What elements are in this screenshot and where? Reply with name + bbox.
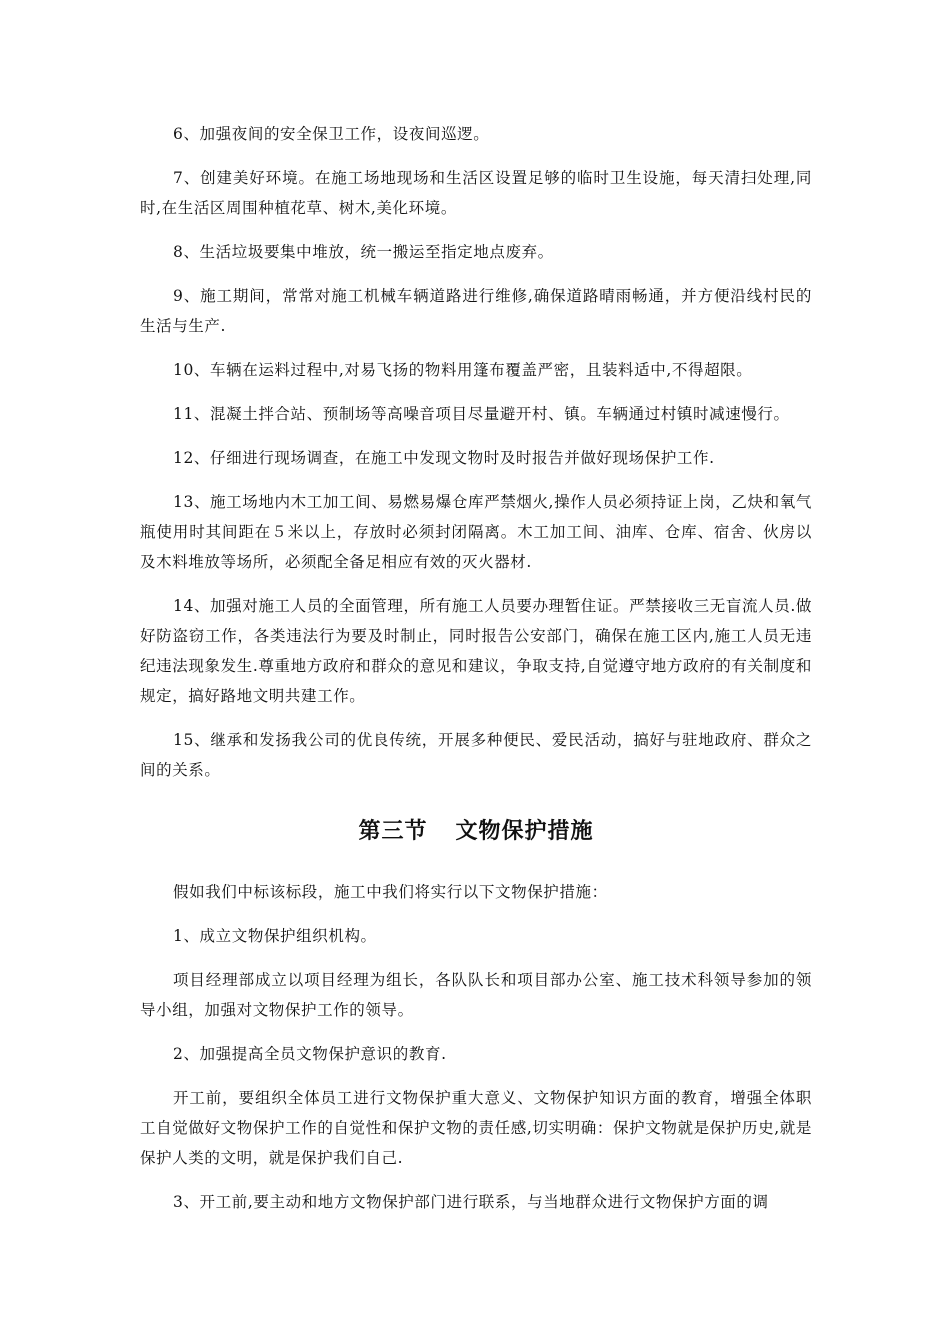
- measure-heading-2: 2、加强提高全员文物保护意识的教育.: [173, 1045, 447, 1063]
- measure-heading-3: 3、开工前,要主动和地方文物保护部门进行联系，与当地群众进行文物保护方面的调: [173, 1193, 769, 1211]
- measure-body-1: 项目经理部成立以项目经理为组长，各队队长和项目部办公室、施工技术科领导参加的领导小组，加强对文物保护工作的领导。: [140, 971, 812, 1019]
- section-title: 文物保护措施: [455, 819, 594, 844]
- paragraph-item-9: 9、施工期间，常常对施工机械车辆道路进行维修,确保道路晴雨畅通，并方便沿线村民的生活与生产.: [140, 287, 812, 335]
- measure-body-2: 开工前，要组织全体员工进行文物保护重大意义、文物保护知识方面的教育，增强全体职工自觉做好文物保护工作的自觉性和保护文物的责任感,切实明确：保护文物就是保护历史,就是保护人类的文明，就是保护我们自己.: [140, 1089, 812, 1167]
- paragraph-item-12: 12、仔细进行现场调查，在施工中发现文物时及时报告并做好现场保护工作.: [173, 449, 715, 467]
- measure-heading-1: 1、成立文物保护组织机构。: [173, 927, 377, 945]
- paragraph-item-11: 11、混凝土拌合站、预制场等高噪音项目尽量避开村、镇。车辆通过村镇时减速慢行。: [173, 405, 790, 423]
- paragraph-item-14: 14、加强对施工人员的全面管理，所有施工人员要办理暂住证。严禁接收三无盲流人员.做好防盗窃工作，各类违法行为要及时制止，同时报告公安部门，确保在施工区内,施工人员无违纪违法现象发生.尊重地方政府和群众的意见和建议，争取支持,自觉遵守地方政府的有关制度和规定，搞好路地文明共建工作。: [140, 597, 812, 705]
- paragraph-item-15: 15、继承和发扬我公司的优良传统，开展多种便民、爱民活动，搞好与驻地政府、群众之间的关系。: [140, 731, 812, 779]
- document-body: [140, 119, 812, 1217]
- paragraph-item-8: 8、生活垃圾要集中堆放，统一搬运至指定地点废弃。: [173, 243, 554, 261]
- section-heading: [140, 817, 812, 847]
- section-number: 第三节: [358, 819, 428, 844]
- paragraph-item-13: 13、施工场地内木工加工间、易燃易爆仓库严禁烟火,操作人员必须持证上岗，乙炔和氧气瓶使用时其间距在５米以上，存放时必须封闭隔离。木工加工间、油库、仓库、宿舍、伙房以及木料堆放等场所，必须配全备足相应有效的灭火器材.: [140, 493, 812, 571]
- paragraph-item-6: 6、加强夜间的安全保卫工作，设夜间巡逻。: [173, 125, 490, 143]
- section-intro: 假如我们中标该标段，施工中我们将实行以下文物保护措施：: [173, 883, 608, 901]
- paragraph-item-10: 10、车辆在运料过程中,对易飞扬的物料用篷布覆盖严密，且装料适中,不得超限。: [173, 361, 753, 379]
- paragraph-item-7: 7、创建美好环境。在施工场地现场和生活区设置足够的临时卫生设施，每天清扫处理,同时,在生活区周围种植花草、树木,美化环境。: [140, 169, 812, 217]
